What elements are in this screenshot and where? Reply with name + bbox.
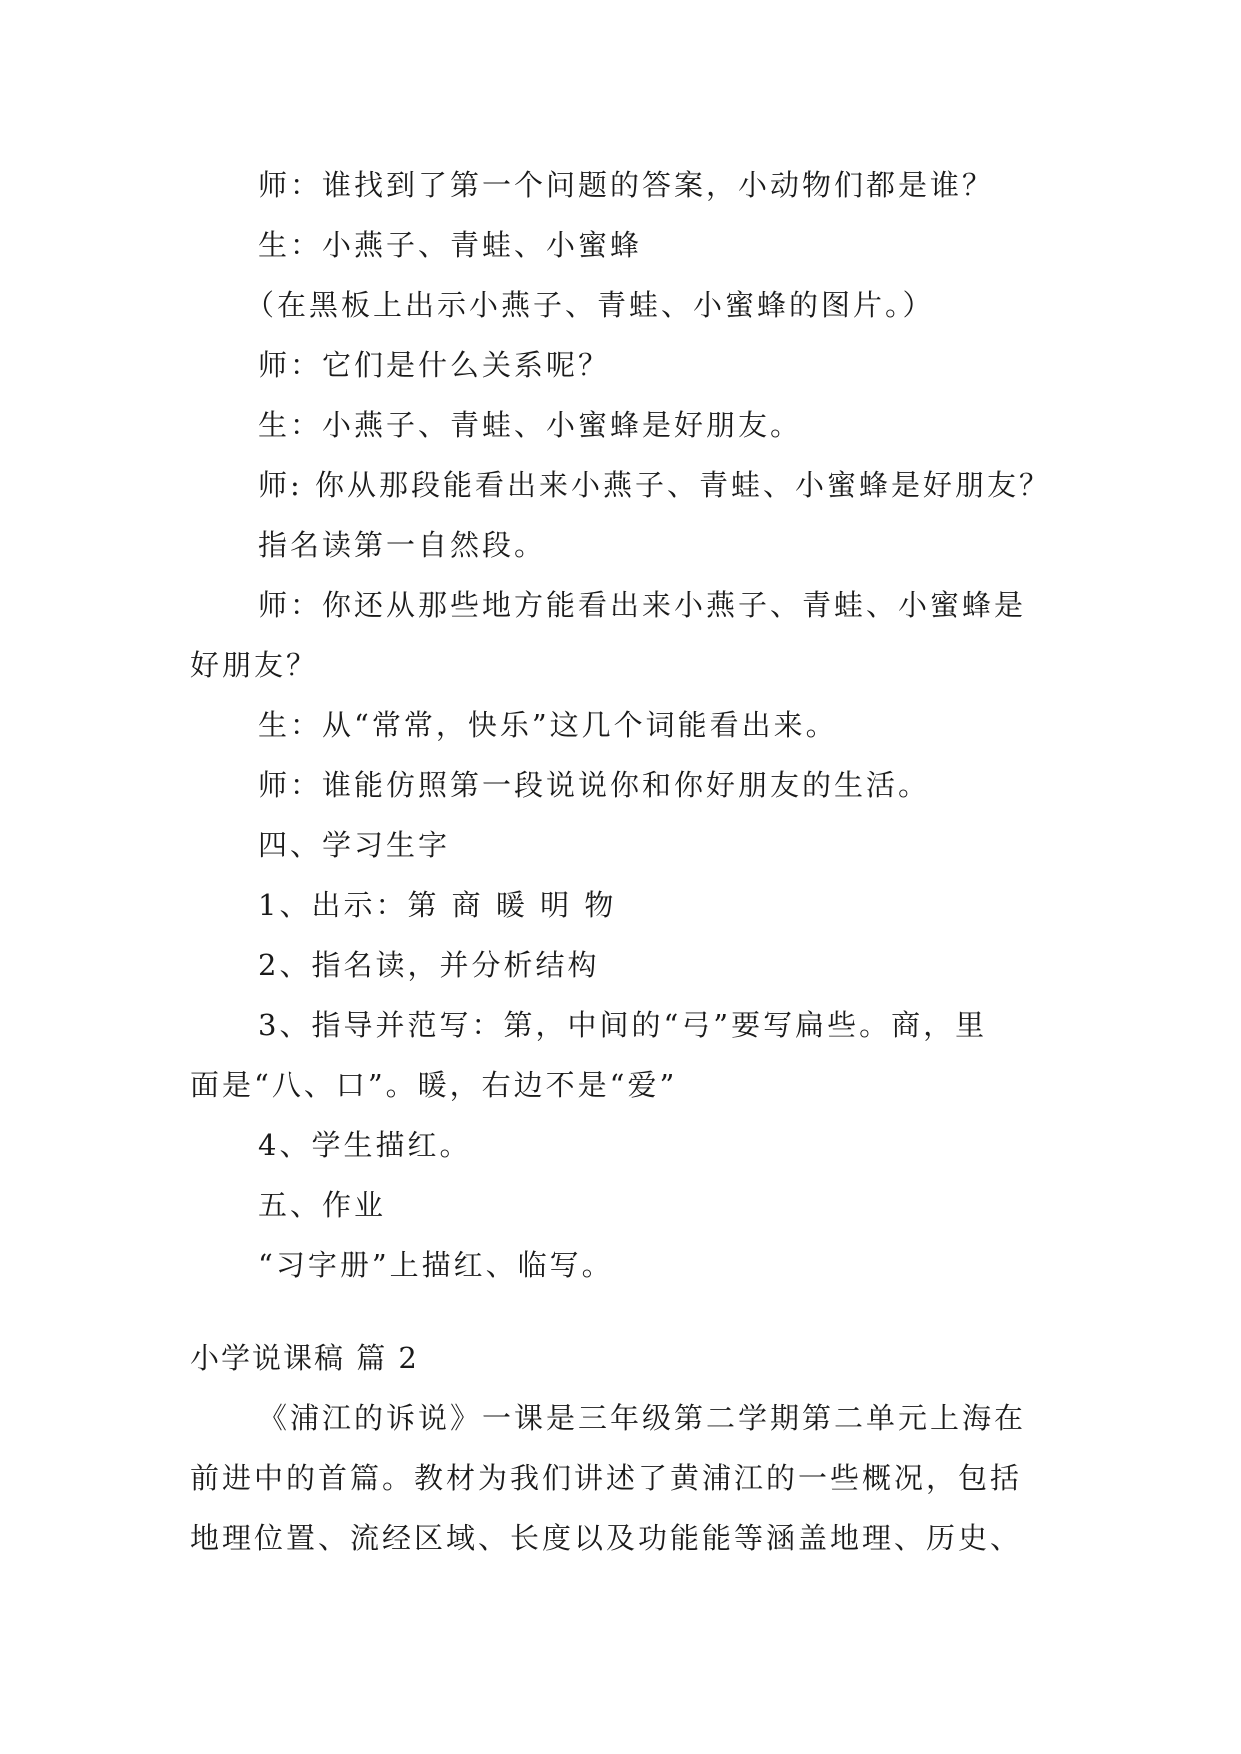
text-line: “习字册”上描红、临写。 (258, 1248, 614, 1282)
text-line: 生：小燕子、青蛙、小蜜蜂是好朋友。 (258, 408, 803, 442)
text-line: 前进中的首篇。教材为我们讲述了黄浦江的一些概况，包括 (190, 1461, 1023, 1495)
text-line: 地理位置、流经区域、长度以及功能能等涵盖地理、历史、 (190, 1521, 1023, 1555)
text-line: 师: 你从那段能看出来小燕子、青蛙、小蜜蜂是好朋友？ (258, 468, 1051, 502)
text-line: 师：你还从那些地方能看出来小燕子、青蛙、小蜜蜂是 (258, 588, 1027, 622)
text-line: 2、指名读，并分析结构 (258, 948, 600, 982)
text-line: 3、指导并范写：第，中间的“弓”要写扁些。商，里 (258, 1008, 988, 1042)
text-line: 指名读第一自然段。 (258, 528, 547, 562)
text-line: （在黑板上出示小燕子、青蛙、小蜜蜂的图片。） (245, 288, 935, 322)
text-line: 四、学习生字 (258, 828, 451, 862)
text-line: 师：它们是什么关系呢？ (258, 348, 611, 382)
text-line: 《浦江的诉说》一课是三年级第二学期第二单元上海在 (258, 1401, 1027, 1435)
text-line: 师：谁找到了第一个问题的答案，小动物们都是谁？ (258, 168, 995, 202)
text-line: 1、出示：第 商 暖 明 物 (258, 888, 617, 922)
text-line: 好朋友？ (190, 648, 319, 682)
text-line: 五、作业 (258, 1188, 387, 1222)
text-line: 师：谁能仿照第一段说说你和你好朋友的生活。 (258, 768, 931, 802)
text-line: 面是“八、口”。暖，右边不是“爱” (190, 1068, 678, 1102)
text-line: 4、学生描红。 (258, 1128, 472, 1162)
section-title: 小学说课稿 篇 2 (190, 1341, 419, 1375)
text-line: 生：从“常常，快乐”这几个词能看出来。 (258, 708, 838, 742)
text-line: 生：小燕子、青蛙、小蜜蜂 (258, 228, 643, 262)
